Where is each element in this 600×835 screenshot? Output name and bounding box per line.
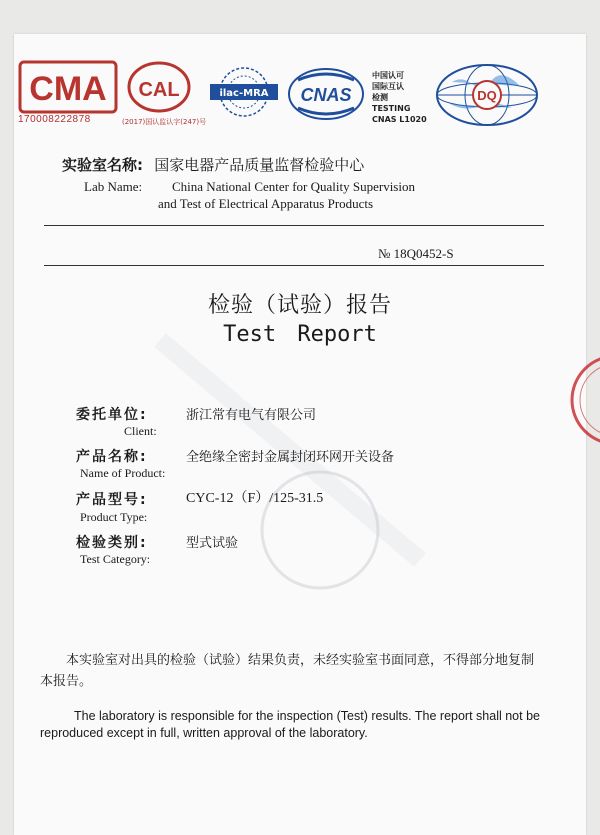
testing-line-5: CNAS L1020 <box>372 115 427 124</box>
report-number: № 18Q0452-S <box>378 246 454 261</box>
product-name-label-cn: 产品名称: <box>76 449 148 465</box>
divider-bottom <box>44 265 544 266</box>
cqc-letters: DQ <box>477 88 497 103</box>
cma-letters: CMA <box>29 70 107 108</box>
report-title-en: Test Report <box>223 322 377 347</box>
cal-caption: (2017)国认监认字(247)号 <box>122 118 207 126</box>
lab-name-en-line-1: China National Center for Quality Supervision <box>172 179 415 194</box>
client-value: 浙江常有电气有限公司 <box>186 408 317 423</box>
globe-certification-logo <box>432 62 542 128</box>
client-label-cn: 委托单位: <box>76 407 148 423</box>
lab-name-en-line-2: and Test of Electrical Apparatus Products <box>158 196 374 211</box>
statement-en: The laboratory is responsible for the inspection (Test) results. The report shall not be reproduced except in full, written approval of the laboratory. <box>40 709 540 740</box>
product-name-value: 全绝缘全密封金属封闭环网开关设备 <box>186 450 395 465</box>
lab-name-cn <box>62 154 364 175</box>
cnas-text: CNAS <box>300 85 352 105</box>
testing-line-2: 国际互认 <box>372 82 404 91</box>
client-label-en: Client: <box>124 424 157 438</box>
product-type-label-en: Product Type: <box>80 510 148 524</box>
lab-label-cn: 实验室名称: <box>62 156 143 174</box>
product-type-label-cn: 产品型号: <box>76 492 148 508</box>
testing-line-4: TESTING <box>372 104 411 113</box>
test-category-label-en: Test Category: <box>80 552 151 566</box>
statement-cn: 本实验室对出具的检验（试验）结果负责，未经实验室书面同意，不得部分地复制本报告。 <box>40 653 535 689</box>
testing-line-1: 中国认可 <box>372 71 404 80</box>
lab-value-cn: 国家电器产品质量监督检验中心 <box>154 156 365 174</box>
ilac-text: ilac-MRA <box>219 88 269 99</box>
lab-label-en: Lab Name: <box>84 179 143 194</box>
cal-letters: CAL <box>138 79 180 101</box>
cnas-logo <box>286 66 366 122</box>
product-type-value: CYC-12（F）/125-31.5 <box>186 491 324 506</box>
ilac-mra-logo <box>206 64 282 120</box>
report-title-cn: 检验（试验）报告 <box>207 293 392 318</box>
testing-accreditation <box>372 70 427 125</box>
product-name-label-en: Name of Product: <box>80 466 166 480</box>
cal-logo <box>126 60 192 114</box>
red-seal-edge <box>560 350 600 450</box>
cma-number: 170008222878 <box>18 114 91 125</box>
cma-logo <box>18 60 118 114</box>
divider-top <box>44 225 544 226</box>
test-category-label-cn: 检验类别: <box>76 535 148 551</box>
testing-line-3: 检测 <box>372 93 388 102</box>
test-category-value: 型式试验 <box>186 536 239 551</box>
